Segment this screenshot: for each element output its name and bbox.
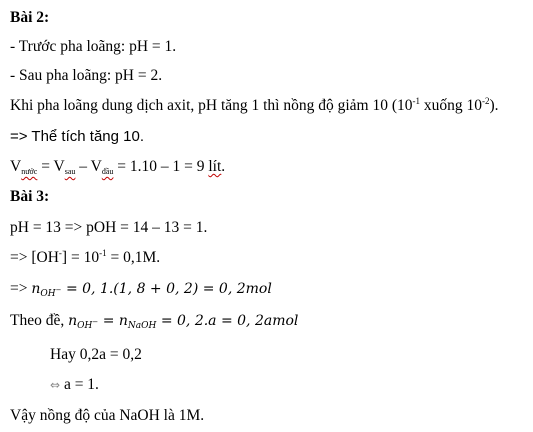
explanation-text-start: Khi pha loãng dung dịch axit, pH tăng 1 thì nồng độ giảm 10 (10 xyxy=(10,97,413,114)
oh-text-end: = 0,1M. xyxy=(106,249,161,266)
a-result xyxy=(50,376,99,394)
unit-lit: lít xyxy=(208,158,222,175)
conclusion: Vậy nồng độ của NaOH là 1M. xyxy=(10,407,205,424)
oh-text-start: => [OH xyxy=(10,249,59,266)
noh-n: n xyxy=(31,281,41,297)
oh-charge: - xyxy=(58,248,62,258)
eq-period: . xyxy=(221,158,226,175)
section-title-bai-3: Bài 3: xyxy=(10,188,50,205)
theo-sub1-text: OH xyxy=(77,321,93,331)
theo-expression: = 0, 2.a = 0, 2amol xyxy=(156,313,299,329)
exponent-minus-2: -2 xyxy=(482,96,490,106)
noh-sub xyxy=(40,286,62,299)
noh-arrow: => xyxy=(10,280,32,297)
eq-result: = 1.10 – 1 = 9 xyxy=(113,158,209,175)
v-symbol: V xyxy=(10,158,22,175)
equivalence-arrow-icon: ⇔ xyxy=(50,378,61,392)
explanation-text-end: ). xyxy=(489,97,499,114)
explanation-text-mid: xuống 10 xyxy=(420,97,483,114)
n-oh-calculation xyxy=(10,280,272,298)
volume-equation xyxy=(10,158,225,176)
eq-v-sau: = V xyxy=(37,158,65,175)
volume-increase: => Thể tích tăng 10. xyxy=(10,128,144,145)
noh-expression: = 0, 1.(1, 8 + 0, 2) = 0, 2mol xyxy=(61,281,272,297)
exponent-minus-1: -1 xyxy=(412,96,421,106)
a-value: a = 1. xyxy=(60,376,99,393)
noh-sub-text: OH xyxy=(40,289,56,299)
theo-sub2: NaOH xyxy=(127,321,157,331)
theo-sub1-charge: − xyxy=(92,318,99,326)
dilution-explanation xyxy=(10,97,499,115)
eq-v-dau: – V xyxy=(75,158,102,175)
oh-concentration xyxy=(10,249,160,267)
poh-calculation: pH = 13 => pOH = 14 – 13 = 1. xyxy=(10,219,208,236)
noh-sub-charge: − xyxy=(55,286,62,294)
theo-de-equation xyxy=(10,312,298,330)
section-title-bai-2: Bài 2: xyxy=(10,9,50,26)
sub-sau: sau xyxy=(64,167,76,176)
theo-n1: n xyxy=(68,313,78,329)
oh-text-mid: ] = 10 xyxy=(61,249,100,266)
hay-equation: Hay 0,2a = 0,2 xyxy=(50,346,142,363)
sub-dau: đầu xyxy=(101,167,114,176)
theo-prefix: Theo đề, xyxy=(10,312,69,329)
ph-after-dilution: - Sau pha loãng: pH = 2. xyxy=(10,67,163,84)
ph-before-dilution: - Trước pha loãng: pH = 1. xyxy=(10,38,177,55)
theo-sub1 xyxy=(77,318,99,331)
theo-eq-n: = n xyxy=(98,313,128,329)
sub-nuoc: nước xyxy=(21,167,38,176)
oh-exponent: -1 xyxy=(99,248,107,258)
